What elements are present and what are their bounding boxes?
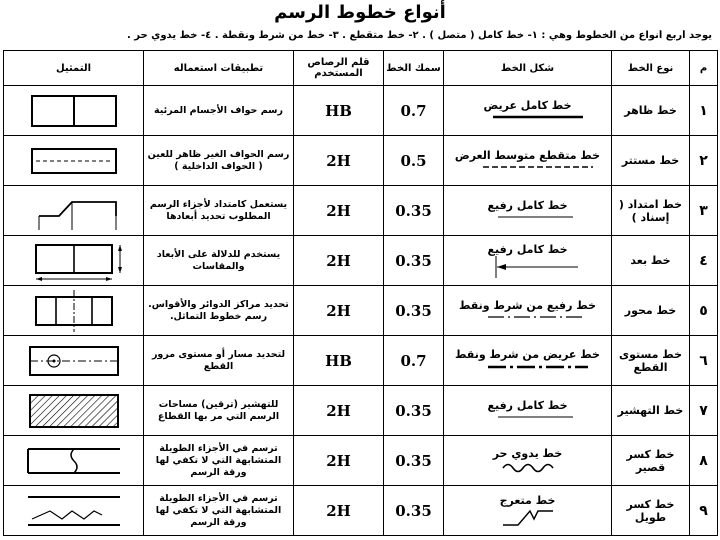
header-number: م (690, 51, 718, 86)
representation-cell (4, 486, 144, 536)
line-thickness: 0.35 (384, 386, 444, 436)
line-sample-label: خط كامل رفيع (487, 243, 568, 256)
line-type-name: خط امتداد ( إسناد ) (612, 186, 690, 236)
representation-cell (4, 136, 144, 186)
line-shape-cell (444, 486, 612, 536)
representation-cell (4, 236, 144, 286)
line-types-sheet (3, 50, 717, 538)
line-type-name: خط كسر طويل (612, 486, 690, 536)
row-number: ٧ (690, 386, 718, 436)
line-shape-cell (444, 436, 612, 486)
header-line-type: نوع الخط (612, 51, 690, 86)
row-number: ٩ (690, 486, 718, 536)
line-type-name: خط مستتر (612, 136, 690, 186)
freehand-wavy-line-icon (458, 460, 598, 474)
pencil-grade: HB (294, 336, 384, 386)
row-number: ٤ (690, 236, 718, 286)
line-thickness: 0.35 (384, 486, 444, 536)
header-thickness: سمك الخط (384, 51, 444, 86)
row-number: ٥ (690, 286, 718, 336)
thick-continuous-line-icon (458, 112, 598, 122)
zigzag-break-line-icon (458, 507, 598, 527)
pencil-grade: 2H (294, 386, 384, 436)
line-application: للتهشير (ترقين) مساحات الرسم التي مر بها القطاع (144, 386, 294, 436)
hidden-edge-drawing-icon (14, 141, 134, 181)
line-type-name: خط كسر قصير (612, 436, 690, 486)
line-application: رسم الحواف الغير ظاهر للعين ( الحواف الداخلية ) (144, 136, 294, 186)
representation-cell (4, 436, 144, 486)
table-row (4, 86, 718, 136)
cutting-plane-line-icon (458, 361, 598, 373)
representation-cell (4, 186, 144, 236)
table-row (4, 436, 718, 486)
long-break-drawing-icon (14, 491, 134, 531)
thin-hatch-line-icon (458, 412, 598, 422)
representation-cell (4, 286, 144, 336)
line-shape-cell (444, 136, 612, 186)
line-sample-label: خط متعرج (499, 494, 556, 507)
line-sample-label: خط رفيع من شرط ونقط (458, 299, 597, 312)
line-thickness: 0.35 (384, 286, 444, 336)
line-sample-label: خط متقطع متوسط العرض (454, 149, 601, 162)
line-application: يستخدم للدلالة على الأبعاد والمقاسات (144, 236, 294, 286)
table-row (4, 136, 718, 186)
table-row (4, 486, 718, 536)
line-sample-label: خط يدوي حر (492, 447, 563, 460)
line-sample-label: خط عريض من شرط ونقط (455, 348, 600, 361)
header-line-shape: شكل الخط (444, 51, 612, 86)
header-pencil: قلم الرصاص المستخدم (294, 51, 384, 86)
dashed-line-icon (458, 162, 598, 172)
line-type-name: خط التهشير (612, 386, 690, 436)
line-thickness: 0.5 (384, 136, 444, 186)
line-sample-label: خط كامل عريض (483, 99, 572, 112)
extension-line-drawing-icon (14, 190, 134, 232)
table-row (4, 286, 718, 336)
short-break-drawing-icon (14, 441, 134, 481)
pencil-grade: 2H (294, 286, 384, 336)
center-axis-drawing-icon (14, 289, 134, 333)
line-shape-cell (444, 386, 612, 436)
line-application: ترسم في الأجزاء الطويلة المتشابهة التي لا تكفي لها ورقة الرسم (144, 436, 294, 486)
line-application: لتحديد مسار أو مستوى مرور القطع (144, 336, 294, 386)
row-number: ٦ (690, 336, 718, 386)
table-header-row (4, 51, 718, 86)
line-application: تحديد مراكز الدوائر والأقواس. رسم خطوط التماثل. (144, 286, 294, 336)
line-sample-label: خط كامل رفيع (487, 199, 568, 212)
table-row (4, 386, 718, 436)
line-application: يستعمل كامتداد لأجزاء الرسم المطلوب تحديد أبعادها (144, 186, 294, 236)
intro-text: يوجد أربع أنواع من الخطوط وهي : ١- خط كامل ( متصل ) . ٢- خط متقطع . ٣- خط من شرط ونقطة . ٤- خط يدوي حر . (126, 30, 712, 41)
row-number: ٢ (690, 136, 718, 186)
center-line-icon (458, 312, 598, 322)
line-thickness: 0.35 (384, 436, 444, 486)
representation-cell (4, 386, 144, 436)
dimension-line-icon (458, 256, 598, 278)
line-shape-cell (444, 236, 612, 286)
header-applications: تطبيقات استعماله (144, 51, 294, 86)
dimensioned-rect-drawing-icon (14, 239, 134, 283)
line-type-name: خط بعد (612, 236, 690, 286)
line-shape-cell (444, 86, 612, 136)
table-row (4, 236, 718, 286)
visible-edge-drawing-icon (14, 91, 134, 131)
pencil-grade: 2H (294, 236, 384, 286)
row-number: ١ (690, 86, 718, 136)
line-type-name: خط محور (612, 286, 690, 336)
cutting-plane-drawing-icon (14, 341, 134, 381)
row-number: ٣ (690, 186, 718, 236)
line-types-table (3, 50, 718, 536)
line-thickness: 0.35 (384, 186, 444, 236)
line-shape-cell (444, 186, 612, 236)
header-representation: التمثيل (4, 51, 144, 86)
line-sample-label: خط كامل رفيع (487, 399, 568, 412)
table-row (4, 336, 718, 386)
pencil-grade: 2H (294, 486, 384, 536)
line-type-name: خط مستوى القطع (612, 336, 690, 386)
hatched-section-drawing-icon (14, 391, 134, 431)
line-type-name: خط ظاهر (612, 86, 690, 136)
line-shape-cell (444, 336, 612, 386)
representation-cell (4, 336, 144, 386)
pencil-grade: 2H (294, 186, 384, 236)
representation-cell (4, 86, 144, 136)
row-number: ٨ (690, 436, 718, 486)
line-thickness: 0.7 (384, 86, 444, 136)
line-shape-cell (444, 286, 612, 336)
page-title: أنواع خطوط الرسم (274, 2, 446, 23)
line-thickness: 0.35 (384, 236, 444, 286)
line-thickness: 0.7 (384, 336, 444, 386)
line-application: رسم حواف الأجسام المرئية (144, 86, 294, 136)
pencil-grade: HB (294, 86, 384, 136)
thin-continuous-line-icon (458, 212, 598, 222)
pencil-grade: 2H (294, 436, 384, 486)
line-application: ترسم في الأجزاء الطويلة المتشابهة التي لا تكفي لها ورقة الرسم (144, 486, 294, 536)
table-row (4, 186, 718, 236)
pencil-grade: 2H (294, 136, 384, 186)
